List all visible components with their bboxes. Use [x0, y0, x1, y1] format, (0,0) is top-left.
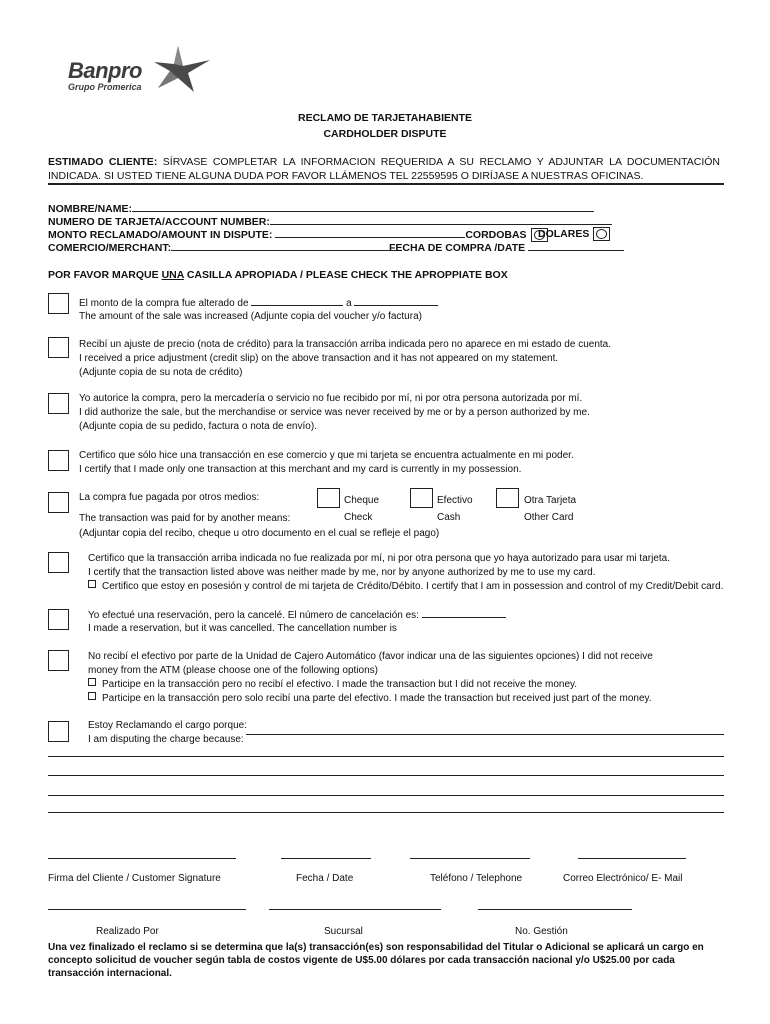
merchant-field[interactable] — [48, 240, 399, 254]
header-divider — [48, 183, 724, 185]
client-signature-label: Firma del Cliente / Customer Signature — [48, 873, 221, 884]
option-atm-cash-checkbox[interactable] — [48, 650, 69, 671]
reason-line-2[interactable] — [48, 756, 724, 757]
option-not-received-checkbox[interactable] — [48, 393, 69, 414]
option-6-line-1: Certifico que la transacción arriba indicada no fue realizada por mí, ni por otra persona que yo haya autorizado para usar mi tarjeta. — [88, 553, 670, 564]
purchase-date-line[interactable] — [528, 240, 624, 251]
name-label: NOMBRE/NAME: — [48, 203, 132, 215]
option-3-line-2: I did authorize the sale, but the merchandise or service was never received by me or by a person authorized by me. — [79, 407, 590, 418]
reason-line-4[interactable] — [48, 795, 724, 796]
purchase-date-label: FECHA DE COMPRA /DATE — [389, 242, 526, 254]
option-other-reason-checkbox[interactable] — [48, 721, 69, 742]
logo-subtitle: Grupo Promerica — [68, 82, 142, 92]
option-5-line-3: (Adjuntar copia del recibo, cheque u otro documento en el cual se refleje el pago) — [79, 528, 440, 539]
name-line[interactable] — [132, 201, 594, 212]
option-price-adjustment-checkbox[interactable] — [48, 337, 69, 358]
option-2-line-1: Recibí un ajuste de precio (nota de crédito) para la transacción arriba indicada pero no aparece en mi estado de cuenta. — [79, 339, 611, 350]
email-label: Correo Electrónico/ E- Mail — [563, 873, 683, 884]
option-7-line-1: Yo efectué una reservación, pero la cancelé. El número de cancelación es: — [88, 608, 506, 623]
name-field[interactable] — [48, 201, 594, 215]
option-paid-other-means-checkbox[interactable] — [48, 492, 69, 513]
option-3-line-3: (Adjunte copia de su pedido, factura o nota de envío). — [79, 421, 317, 432]
cordobas-label: CORDOBAS — [465, 229, 527, 241]
client-signature-line[interactable] — [48, 858, 236, 859]
branch-line[interactable] — [269, 909, 441, 910]
atm-partial-cash-checkbox[interactable] — [88, 692, 96, 700]
prepared-by-line[interactable] — [48, 909, 246, 910]
efectivo-checkbox[interactable] — [410, 488, 433, 508]
reason-line-1[interactable] — [246, 734, 724, 735]
atm-no-cash-checkbox[interactable] — [88, 678, 96, 686]
option-7-line-2: I made a reservation, but it was cancelled. The cancellation number is — [88, 623, 397, 634]
option-single-transaction-checkbox[interactable] — [48, 450, 69, 471]
cash-label: Cash — [437, 512, 461, 523]
date-line[interactable] — [281, 858, 371, 859]
intro-lead: ESTIMADO CLIENTE: — [48, 156, 158, 168]
efectivo-label: Efectivo — [437, 495, 473, 506]
form-title: RECLAMO DE TARJETAHABIENTE — [297, 112, 473, 124]
option-4-line-1: Certifico que sólo hice una transacción en ese comercio y que mi tarjeta se encuentra actualmente en mi poder. — [79, 450, 574, 461]
option-5-line-2: The transaction was paid for by another means: — [79, 513, 291, 524]
option-4-line-2: I certify that I made only one transaction at this merchant and my card is currently in my possession. — [79, 464, 522, 475]
prepared-by-label: Realizado Por — [96, 926, 159, 937]
card-line[interactable] — [270, 214, 612, 225]
other-card-checkbox[interactable] — [496, 488, 519, 508]
amount-line[interactable] — [275, 227, 465, 238]
otra-tarjeta-label: Otra Tarjeta — [524, 495, 577, 506]
phone-label: Teléfono / Telephone — [430, 873, 523, 884]
option-6-line-3: Certifico que estoy en posesión y control de mi tarjeta de Crédito/Débito. I certify that I am in possession and control of my Credit/Debit card. — [88, 580, 723, 594]
option-not-authorized-checkbox[interactable] — [48, 552, 69, 573]
case-number-label: No. Gestión — [515, 926, 568, 937]
cancellation-number-line[interactable] — [422, 608, 506, 618]
option-3-line-1: Yo autorice la compra, pero la mercadería o servicio no fue recibido por mí, ni por otra persona autorizada por mí. — [79, 393, 583, 404]
merchant-label: COMERCIO/MERCHANT: — [48, 242, 172, 254]
option-8-line-3: Participe en la transacción pero no recibí el efectivo. I made the transaction but I did not receive the money. — [88, 678, 577, 692]
intro-paragraph — [48, 155, 720, 183]
instruction: POR FAVOR MARQUE UNA CASILLA APROPIADA / PLEASE CHECK THE APROPPIATE BOX — [48, 269, 508, 281]
branch-label: Sucursal — [324, 926, 363, 937]
check-label: Check — [344, 512, 373, 523]
case-number-line[interactable] — [478, 909, 632, 910]
email-line[interactable] — [578, 858, 686, 859]
card-field[interactable] — [48, 214, 612, 228]
dolares-coin-icon[interactable] — [593, 227, 610, 241]
option-6-line-2: I certify that the transaction listed above was neither made by me, nor by anyone authorized by me to use my card. — [88, 567, 596, 578]
dolares-option[interactable] — [538, 227, 610, 241]
option-amount-altered-checkbox[interactable] — [48, 293, 69, 314]
phone-line[interactable] — [410, 858, 530, 859]
footer-notice: Una vez finalizado el reclamo si se determina que la(s) transacción(es) son responsabilidad del Titular o Adicional se aplicará un cargo en concepto solicitud de voucher según tabla de costos vigente de U$5.00 dólares por cada transacción nacional y/o U$25.00 por cada transacción internacional. — [48, 942, 704, 979]
possession-checkbox[interactable] — [88, 580, 96, 588]
form-subtitle: CARDHOLDER DISPUTE — [323, 128, 447, 140]
option-2-line-2: I received a price adjustment (credit slip) on the above transaction and it has not appeared on my statement. — [79, 353, 559, 364]
star-logo-icon — [150, 44, 214, 94]
date-label: Fecha / Date — [296, 873, 354, 884]
merchant-line[interactable] — [171, 240, 399, 251]
amount-from-line[interactable] — [251, 296, 343, 306]
other-card-label: Other Card — [524, 512, 574, 523]
option-1-line-2: The amount of the sale was increased (Adjunte copia del voucher y/o factura) — [79, 311, 422, 322]
purchase-date-field[interactable] — [389, 240, 624, 254]
amount-to-line[interactable] — [354, 296, 438, 306]
cheque-label: Cheque — [344, 495, 380, 506]
option-8-line-4: Participe en la transacción pero solo recibí una parte del efectivo. I made the transaction but received just part of the money. — [88, 692, 652, 706]
reason-line-5[interactable] — [48, 812, 724, 813]
option-9-line-2: I am disputing the charge because: — [88, 734, 244, 745]
option-2-line-3: (Adjunte copia de su nota de crédito) — [79, 367, 243, 378]
dolares-label: DOLARES — [538, 227, 590, 240]
option-5-line-1: La compra fue pagada por otros medios: — [79, 492, 260, 503]
option-8-line-2: money from the ATM (please choose one of the following options) — [88, 665, 378, 676]
option-1-line-1: El monto de la compra fue alterado de a — [79, 296, 438, 311]
reason-line-3[interactable] — [48, 775, 724, 776]
cheque-checkbox[interactable] — [317, 488, 340, 508]
option-9-line-1: Estoy Reclamando el cargo porque: — [88, 720, 247, 731]
option-reservation-cancelled-checkbox[interactable] — [48, 609, 69, 630]
intro-text: SÍRVASE COMPLETAR LA INFORMACION REQUERIDA A SU RECLAMO Y ADJUNTAR LA DOCUMENTACIÓN INDICADA. SI USTED TIENE ALGUNA DUDA POR FAVOR LLÁMENOS TEL 22559595 O DIRÍJASE A NUESTRAS OFICINAS. — [48, 156, 720, 182]
amount-label: MONTO RECLAMADO/AMOUNT IN DISPUTE: — [48, 229, 273, 241]
card-label: NUMERO DE TARJETA/ACCOUNT NUMBER: — [48, 216, 270, 228]
logo-brand: Banpro — [68, 58, 142, 83]
option-8-line-1: No recibí el efectivo por parte de la Unidad de Cajero Automático (favor indicar una de las siguientes opciones) I did not receive — [88, 651, 653, 662]
